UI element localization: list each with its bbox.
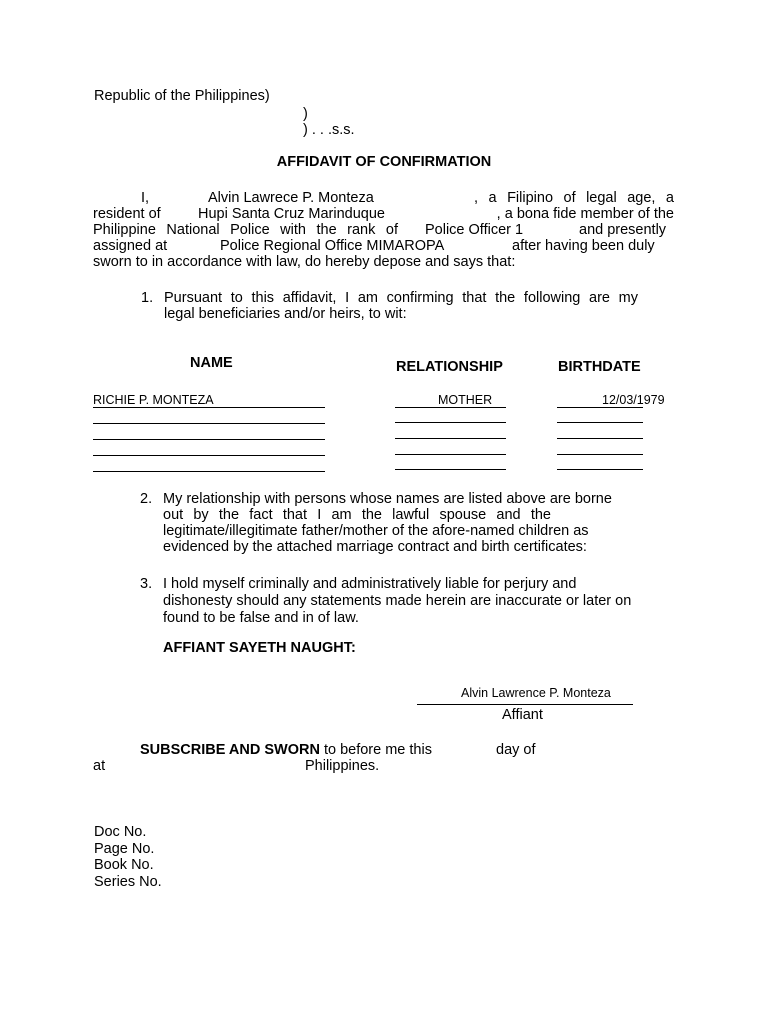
affiant-rank: Police Officer 1: [425, 222, 524, 238]
table-row-1-birthdate: 12/03/1979: [602, 393, 665, 407]
signature-name: Alvin Lawrence P. Monteza: [461, 686, 611, 700]
jurat-philippines: Philippines.: [305, 758, 380, 774]
affiant-sayeth-naught: AFFIANT SAYETH NAUGHT:: [163, 640, 356, 656]
table-row-1-relationship: MOTHER: [438, 393, 493, 407]
item-2-line-2: out by the fact that I am the lawful spouse and the: [163, 507, 551, 523]
item-1-number: 1.: [141, 290, 154, 306]
intro-assigned-at: assigned at: [93, 238, 168, 254]
item-2-line-1: My relationship with persons whose names are listed above are borne: [163, 491, 612, 507]
item-3-line-1: I hold myself criminally and administratively liable for perjury and: [163, 576, 577, 592]
notarial-book-no: Book No.: [94, 857, 154, 873]
notarial-doc-no: Doc No.: [94, 824, 147, 840]
table-line: [93, 471, 325, 472]
table-header-name: NAME: [190, 355, 233, 371]
table-line: [395, 438, 506, 439]
intro-sworn: sworn to in accordance with law, do hereby depose and says that:: [93, 254, 516, 270]
table-line: [557, 469, 643, 470]
venue-paren: ): [303, 106, 308, 122]
document-title: AFFIDAVIT OF CONFIRMATION: [276, 154, 492, 170]
table-line: [395, 422, 506, 423]
item-2-line-3: legitimate/illegitimate father/mother of the afore-named children as: [163, 523, 589, 539]
table-header-relationship: RELATIONSHIP: [396, 359, 503, 375]
jurat-bold: SUBSCRIBE AND SWORN: [140, 742, 320, 758]
intro-resident-of: resident of: [93, 206, 161, 222]
signature-label: Affiant: [502, 707, 543, 723]
notarial-page-no: Page No.: [94, 841, 155, 857]
table-line: [93, 439, 325, 440]
item-2-number: 2.: [140, 491, 153, 507]
intro-after: after having been duly: [512, 238, 655, 254]
table-line: [557, 454, 643, 455]
intro-i: I,: [141, 190, 150, 206]
affiant-office: Police Regional Office MIMAROPA: [220, 238, 445, 254]
table-line: [557, 407, 643, 408]
table-line: [395, 407, 506, 408]
table-line: [93, 407, 325, 408]
table-line: [93, 423, 325, 424]
item-2-line-4: evidenced by the attached marriage contract and birth certificates:: [163, 539, 587, 555]
item-3-line-3: found to be false and in of law.: [163, 610, 359, 626]
table-line: [557, 422, 643, 423]
affiant-name: Alvin Lawrece P. Monteza: [208, 190, 374, 206]
venue-ss: ) . . .s.s.: [303, 122, 355, 138]
table-line: [557, 438, 643, 439]
intro-and-presently: and presently: [579, 222, 667, 238]
item-1-line-2: legal beneficiaries and/or heirs, to wit:: [164, 306, 407, 322]
table-line: [93, 455, 325, 456]
item-3-line-2: dishonesty should any statements made herein are inaccurate or later on: [163, 593, 632, 609]
jurat-rest: to before me this: [323, 742, 432, 758]
item-1-line-1: Pursuant to this affidavit, I am confirming that the following are my: [164, 290, 638, 306]
signature-line: [417, 704, 633, 705]
notarial-series-no: Series No.: [94, 874, 162, 890]
table-line: [395, 469, 506, 470]
intro-pnp-prefix: Philippine National Police with the rank of: [93, 222, 398, 238]
jurat-day-of: day of: [496, 742, 536, 758]
intro-bona-fide: , a bona fide member of the: [496, 206, 674, 222]
item-3-number: 3.: [140, 576, 153, 592]
intro-filipino: , a Filipino of legal age, a: [474, 190, 674, 206]
table-header-birthdate: BIRTHDATE: [558, 359, 641, 375]
jurat-at: at: [93, 758, 106, 774]
table-line: [395, 454, 506, 455]
jurat-line: [140, 742, 432, 758]
affiant-address: Hupi Santa Cruz Marinduque: [198, 206, 385, 222]
table-row-1-name: RICHIE P. MONTEZA: [93, 393, 214, 407]
venue-republic: Republic of the Philippines): [94, 88, 270, 104]
